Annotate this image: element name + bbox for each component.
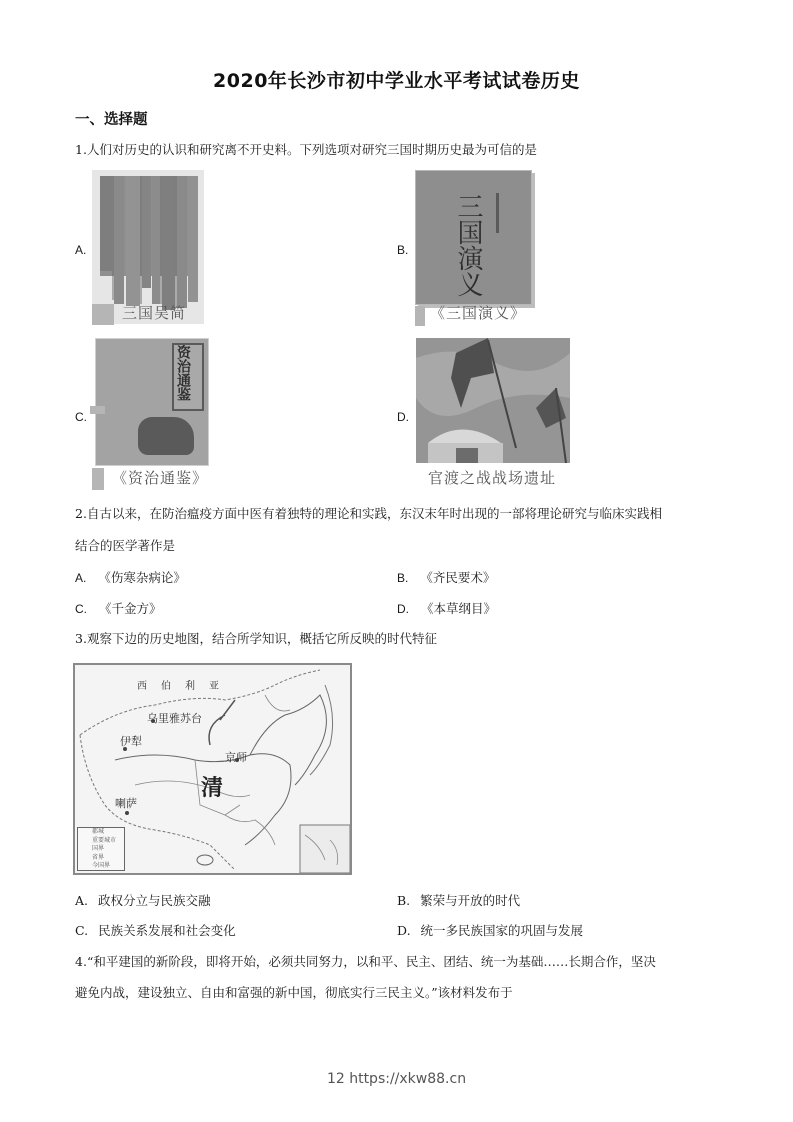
- q1-option-d-label[interactable]: D.: [397, 410, 409, 424]
- question-number: 3.: [75, 631, 87, 646]
- q1-option-b-caption: 《三国演义》: [430, 304, 527, 322]
- legend-item: 省界: [92, 853, 105, 861]
- option-label: B.: [397, 571, 409, 585]
- q1-option-c-caption: 《资治通鉴》: [112, 469, 209, 487]
- gray-tab-marker: [92, 468, 104, 490]
- gray-tab-marker: [92, 304, 114, 325]
- map-label-qing: 清: [201, 775, 224, 801]
- book-cover-stripe: [496, 193, 499, 233]
- q1-option-d-caption: 官渡之战战场遗址: [428, 469, 557, 487]
- legend-item: 国界: [92, 845, 105, 852]
- q1-option-b-image[interactable]: [415, 170, 532, 305]
- option-text: 繁荣与开放的时代: [420, 893, 521, 908]
- option-label: A.: [75, 571, 87, 585]
- q1-option-d-image[interactable]: [416, 338, 570, 463]
- map-legend: [77, 827, 125, 871]
- q1-option-b-label[interactable]: B.: [397, 243, 409, 257]
- option-text: 《本草纲目》: [420, 601, 496, 616]
- option-label: B.: [397, 893, 411, 908]
- gray-tab-marker: [90, 406, 105, 414]
- option-text: 政权分立与民族交融: [98, 893, 211, 908]
- page-title: 2020年长沙市初中学业水平考试试卷历史: [213, 70, 580, 92]
- q1-option-c-image[interactable]: [95, 338, 209, 466]
- battlefield-site-icon: [416, 338, 570, 463]
- option-text: 《千金方》: [98, 601, 162, 616]
- question-text: 观察下边的历史地图，结合所学知识，概括它所反映的时代特征: [86, 631, 437, 646]
- option-label: D.: [397, 923, 411, 938]
- legend-item: 今国界: [92, 862, 111, 869]
- q1-option-a-label[interactable]: A.: [75, 243, 87, 257]
- question-4-line2: 避免内战，建设独立、自由和富强的新中国，彻底实行三民主义。”该材料发布于: [75, 985, 513, 1000]
- question-number: 2.: [75, 506, 87, 521]
- q3-option-b[interactable]: [397, 891, 520, 909]
- q2-option-d[interactable]: [397, 599, 496, 617]
- map-label-uliastai: 乌里雅苏台: [147, 712, 202, 725]
- option-label: A.: [75, 893, 89, 908]
- q2-option-c[interactable]: [75, 599, 162, 617]
- page-footer: 12 https://xkw88.cn: [326, 1071, 467, 1087]
- option-label: C.: [75, 602, 87, 616]
- gray-tab-marker: [415, 306, 425, 326]
- question-number: 4.: [75, 954, 87, 969]
- question-2-line1: [75, 505, 662, 523]
- qing-dynasty-map: [73, 663, 352, 875]
- question-number: 1.: [75, 142, 87, 157]
- map-label-jingshi: 京师: [225, 751, 247, 764]
- q3-option-c[interactable]: [75, 921, 236, 939]
- legend-item: 都城: [92, 828, 105, 835]
- q1-option-a-caption: 三国吴简: [122, 304, 187, 322]
- q1-option-c-label[interactable]: C.: [75, 410, 87, 424]
- section-heading: 一、选择题: [75, 112, 148, 128]
- book-cover-title: 资治通鉴: [175, 345, 191, 401]
- option-text: 民族关系发展和社会变化: [98, 923, 236, 938]
- bamboo-slips-icon: [92, 170, 204, 324]
- q2-option-b[interactable]: [397, 568, 495, 586]
- book-cover-title: 三国演义: [453, 193, 483, 297]
- inkstone-shape: [138, 417, 194, 455]
- legend-item: 重要城市: [92, 836, 117, 844]
- question-1: [75, 141, 537, 159]
- question-2-line2: 结合的医学著作是: [75, 538, 176, 553]
- option-text: 统一多民族国家的巩固与发展: [420, 923, 584, 938]
- q3-option-a[interactable]: [75, 891, 211, 909]
- map-label-siberia: 西伯利亚: [137, 681, 233, 692]
- q1-option-a-image[interactable]: [92, 170, 204, 324]
- question-3: [75, 630, 437, 648]
- question-text: “和平建国的新阶段，即将开始，必须共同努力，以和平、民主、团结、统一为基础……长期合作，坚决: [86, 954, 656, 969]
- option-label: D.: [397, 602, 409, 616]
- question-text: 自古以来，在防治瘟疫方面中医有着独特的理论和实践，东汉末年时出现的一部将理论研究与临床实践相: [86, 506, 662, 521]
- map-label-yili: 伊犁: [120, 735, 142, 748]
- map-label-lasa: 喇萨: [115, 797, 137, 810]
- q3-option-d[interactable]: [397, 921, 583, 939]
- q2-option-a[interactable]: [75, 568, 186, 586]
- question-4-line1: [75, 953, 656, 971]
- option-text: 《伤寒杂病论》: [98, 570, 186, 585]
- option-text: 《齐民要术》: [420, 570, 496, 585]
- question-text: 人们对历史的认识和研究离不开史料。下列选项对研究三国时期历史最为可信的是: [86, 142, 537, 157]
- option-label: C.: [75, 923, 89, 938]
